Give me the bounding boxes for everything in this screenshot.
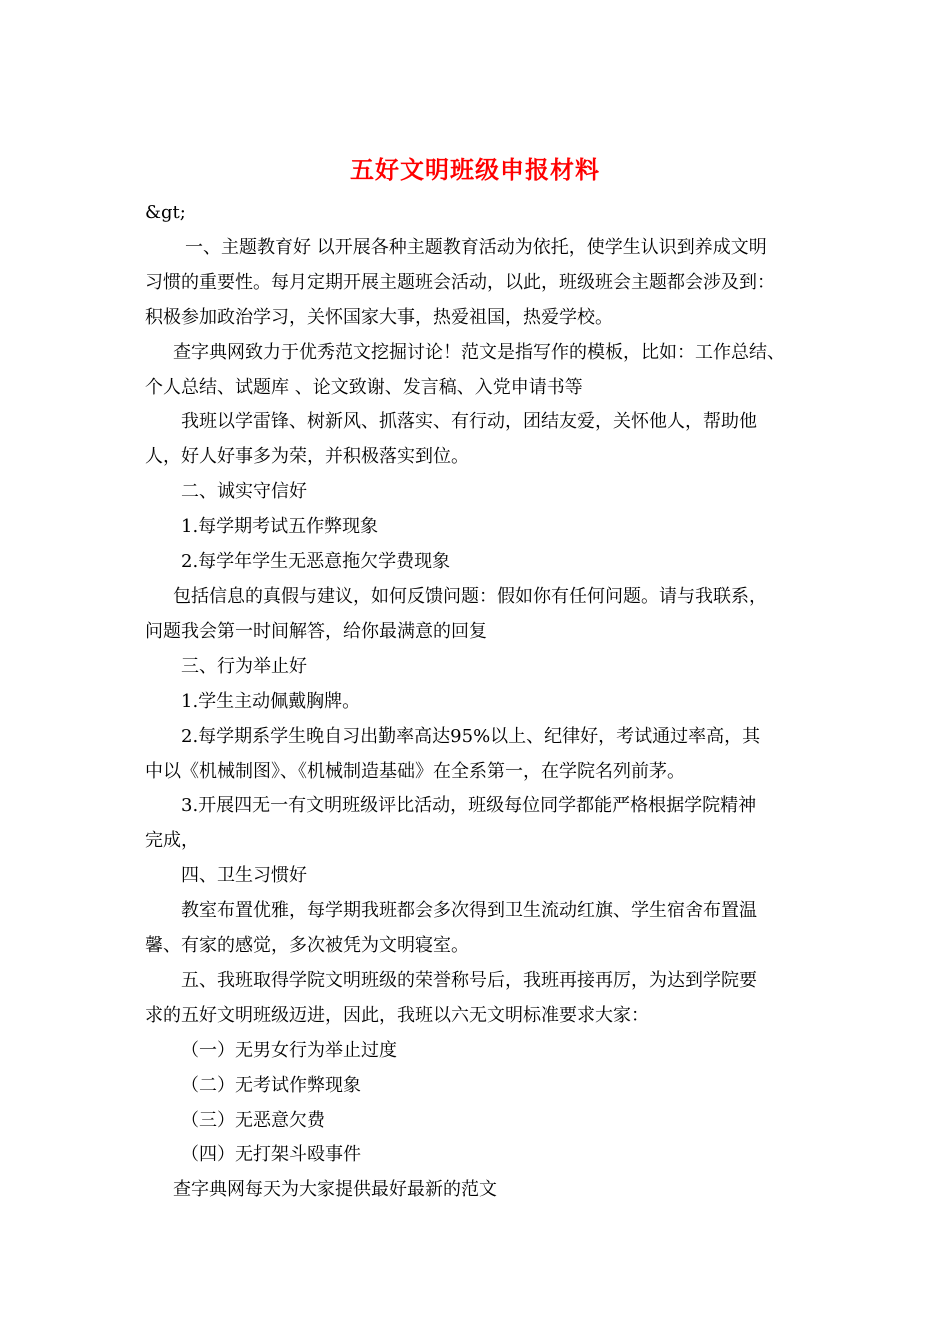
paragraph-line: 我班以学雷锋、树新风、抓落实、有行动，团结友爱，关怀他人，帮助他 — [181, 411, 757, 433]
paragraph-line: 查字典网每天为大家提供最好最新的范文 — [173, 1179, 497, 1201]
paragraph-line: （一）无男女行为举止过度 — [181, 1039, 397, 1061]
paragraph-line: 完成， — [145, 830, 199, 852]
paragraph-line: 习惯的重要性。每月定期开展主题班会活动，以此，班级班会主题都会涉及到： — [145, 271, 775, 293]
paragraph-line: 积极参加政治学习，关怀国家大事，热爱祖国，热爱学校。 — [145, 306, 613, 328]
paragraph-line: 包括信息的真假与建议，如何反馈问题：假如你有任何问题。请与我联系， — [173, 585, 767, 607]
paragraph-line: 三、行为举止好 — [181, 655, 307, 677]
paragraph-line: 中以《机械制图》、《机械制造基础》在全系第一，在学院名列前茅。 — [145, 760, 685, 782]
paragraph-line: &gt; — [145, 202, 186, 223]
paragraph-line: 四、卫生习惯好 — [181, 865, 307, 887]
paragraph-line: （二）无考试作弊现象 — [181, 1074, 361, 1096]
paragraph-line: 1.每学期考试五作弊现象 — [181, 516, 379, 538]
document-body — [145, 196, 815, 1208]
paragraph-line: 2.每学年学生无恶意拖欠学费现象 — [181, 551, 451, 573]
paragraph-line: 求的五好文明班级迈进，因此，我班以六无文明标准要求大家： — [145, 1004, 649, 1026]
paragraph-line: 一、主题教育好 以开展各种主题教育活动为依托，使学生认识到养成文明 — [185, 236, 767, 258]
paragraph-line: 馨、有家的感觉，多次被凭为文明寝室。 — [145, 935, 469, 957]
paragraph-line: 查字典网致力于优秀范文挖掘讨论！范文是指写作的模板，比如：工作总结、 — [173, 341, 785, 363]
document-title: 五好文明班级申报材料 — [350, 155, 600, 184]
paragraph-line: 1.学生主动佩戴胸牌。 — [181, 690, 361, 712]
paragraph-line: 个人总结、试题库 、论文致谢、发言稿、入党申请书等 — [145, 376, 583, 398]
paragraph-line: 人，好人好事多为荣，并积极落实到位。 — [145, 446, 469, 468]
paragraph-line: （三）无恶意欠费 — [181, 1109, 325, 1131]
paragraph-line: 3.开展四无一有文明班级评比活动，班级每位同学都能严格根据学院精神 — [181, 795, 757, 817]
paragraph-line: 五、我班取得学院文明班级的荣誉称号后，我班再接再厉，为达到学院要 — [181, 969, 757, 991]
paragraph-line: 问题我会第一时间解答，给你最满意的回复 — [145, 620, 487, 642]
paragraph-line: 2.每学期系学生晚自习出勤率高达95%以上、纪律好，考试通过率高，其 — [181, 725, 761, 747]
paragraph-line: 二、诚实守信好 — [181, 481, 307, 503]
paragraph-line: （四）无打架斗殴事件 — [181, 1144, 361, 1166]
paragraph-line: 教室布置优雅，每学期我班都会多次得到卫生流动红旗、学生宿舍布置温 — [181, 900, 757, 922]
